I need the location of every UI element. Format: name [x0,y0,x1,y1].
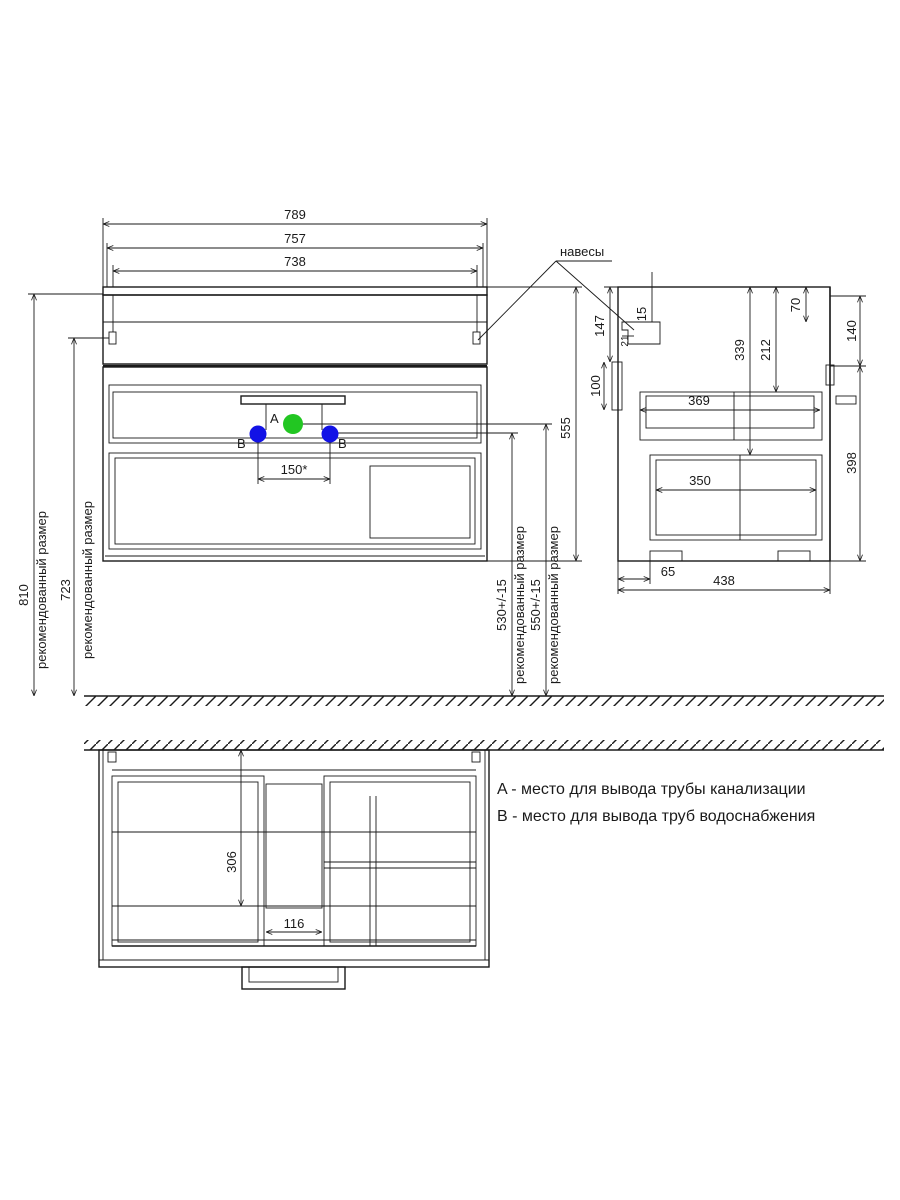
dim-150: 150* [280,462,308,477]
wall-rail [836,396,856,404]
dim-15: 15 [634,306,649,322]
marker-a [283,414,303,434]
dim-140: 140 [844,320,859,342]
dim-398: 398 [844,452,859,474]
dim-810: 810 [16,584,31,606]
marker-b-right-label: B [338,436,347,451]
dim-70: 70 [788,297,803,313]
dim-65: 65 [660,564,676,579]
dim-100: 100 [588,375,603,397]
dim-369: 369 [688,393,710,408]
dim-116: 116 [283,916,305,931]
plan-body [99,750,489,967]
dim-723: 723 [58,579,73,601]
plan-view [99,750,489,989]
dim-789: 789 [284,207,306,222]
upper-drawer [109,385,481,443]
legend-a: A - место для вывода трубы канализации [497,781,806,798]
dim-738: 738 [284,254,306,269]
rec-label-723: рекомендованный размер [80,501,95,659]
dim-350: 350 [689,473,711,488]
countertop-top [103,287,487,295]
side-view [478,244,866,594]
hinge-left [109,332,116,344]
hinges-label: навесы [560,244,605,259]
marker-b-left [250,426,267,443]
hinge-right [473,332,480,344]
marker-b-left-label: B [237,436,246,451]
dim-438: 438 [713,573,735,588]
dim-530: 530+/-15 [494,579,509,631]
floor-hatch-top [84,696,884,706]
foot-left [650,551,682,561]
drawer-handle [241,396,345,404]
marker-b-right [322,426,339,443]
dim-757: 757 [284,231,306,246]
dim-212: 212 [758,339,773,361]
dim-339: 339 [732,339,747,361]
marker-a-label: A [270,411,279,426]
foot-right [778,551,810,561]
legend-b: B - место для вывода труб водоснабжения [497,808,816,825]
dim-306: 306 [224,851,239,873]
side-upper-drawer [640,392,822,440]
rec-label-530: рекомендованный размер [512,526,527,684]
dim-550: 550+/-15 [528,579,543,631]
top-module [103,295,487,364]
dim-555: 555 [558,417,573,439]
front-view [16,207,582,696]
dim-147: 147 [592,315,607,337]
dim-21: 21 [620,335,631,347]
rec-label-550: рекомендованный размер [546,526,561,684]
plan-handle [242,967,345,989]
side-lower-drawer [650,455,822,540]
rec-label-810: рекомендованный размер [34,511,49,669]
floor-hatch-bottom [84,740,884,750]
